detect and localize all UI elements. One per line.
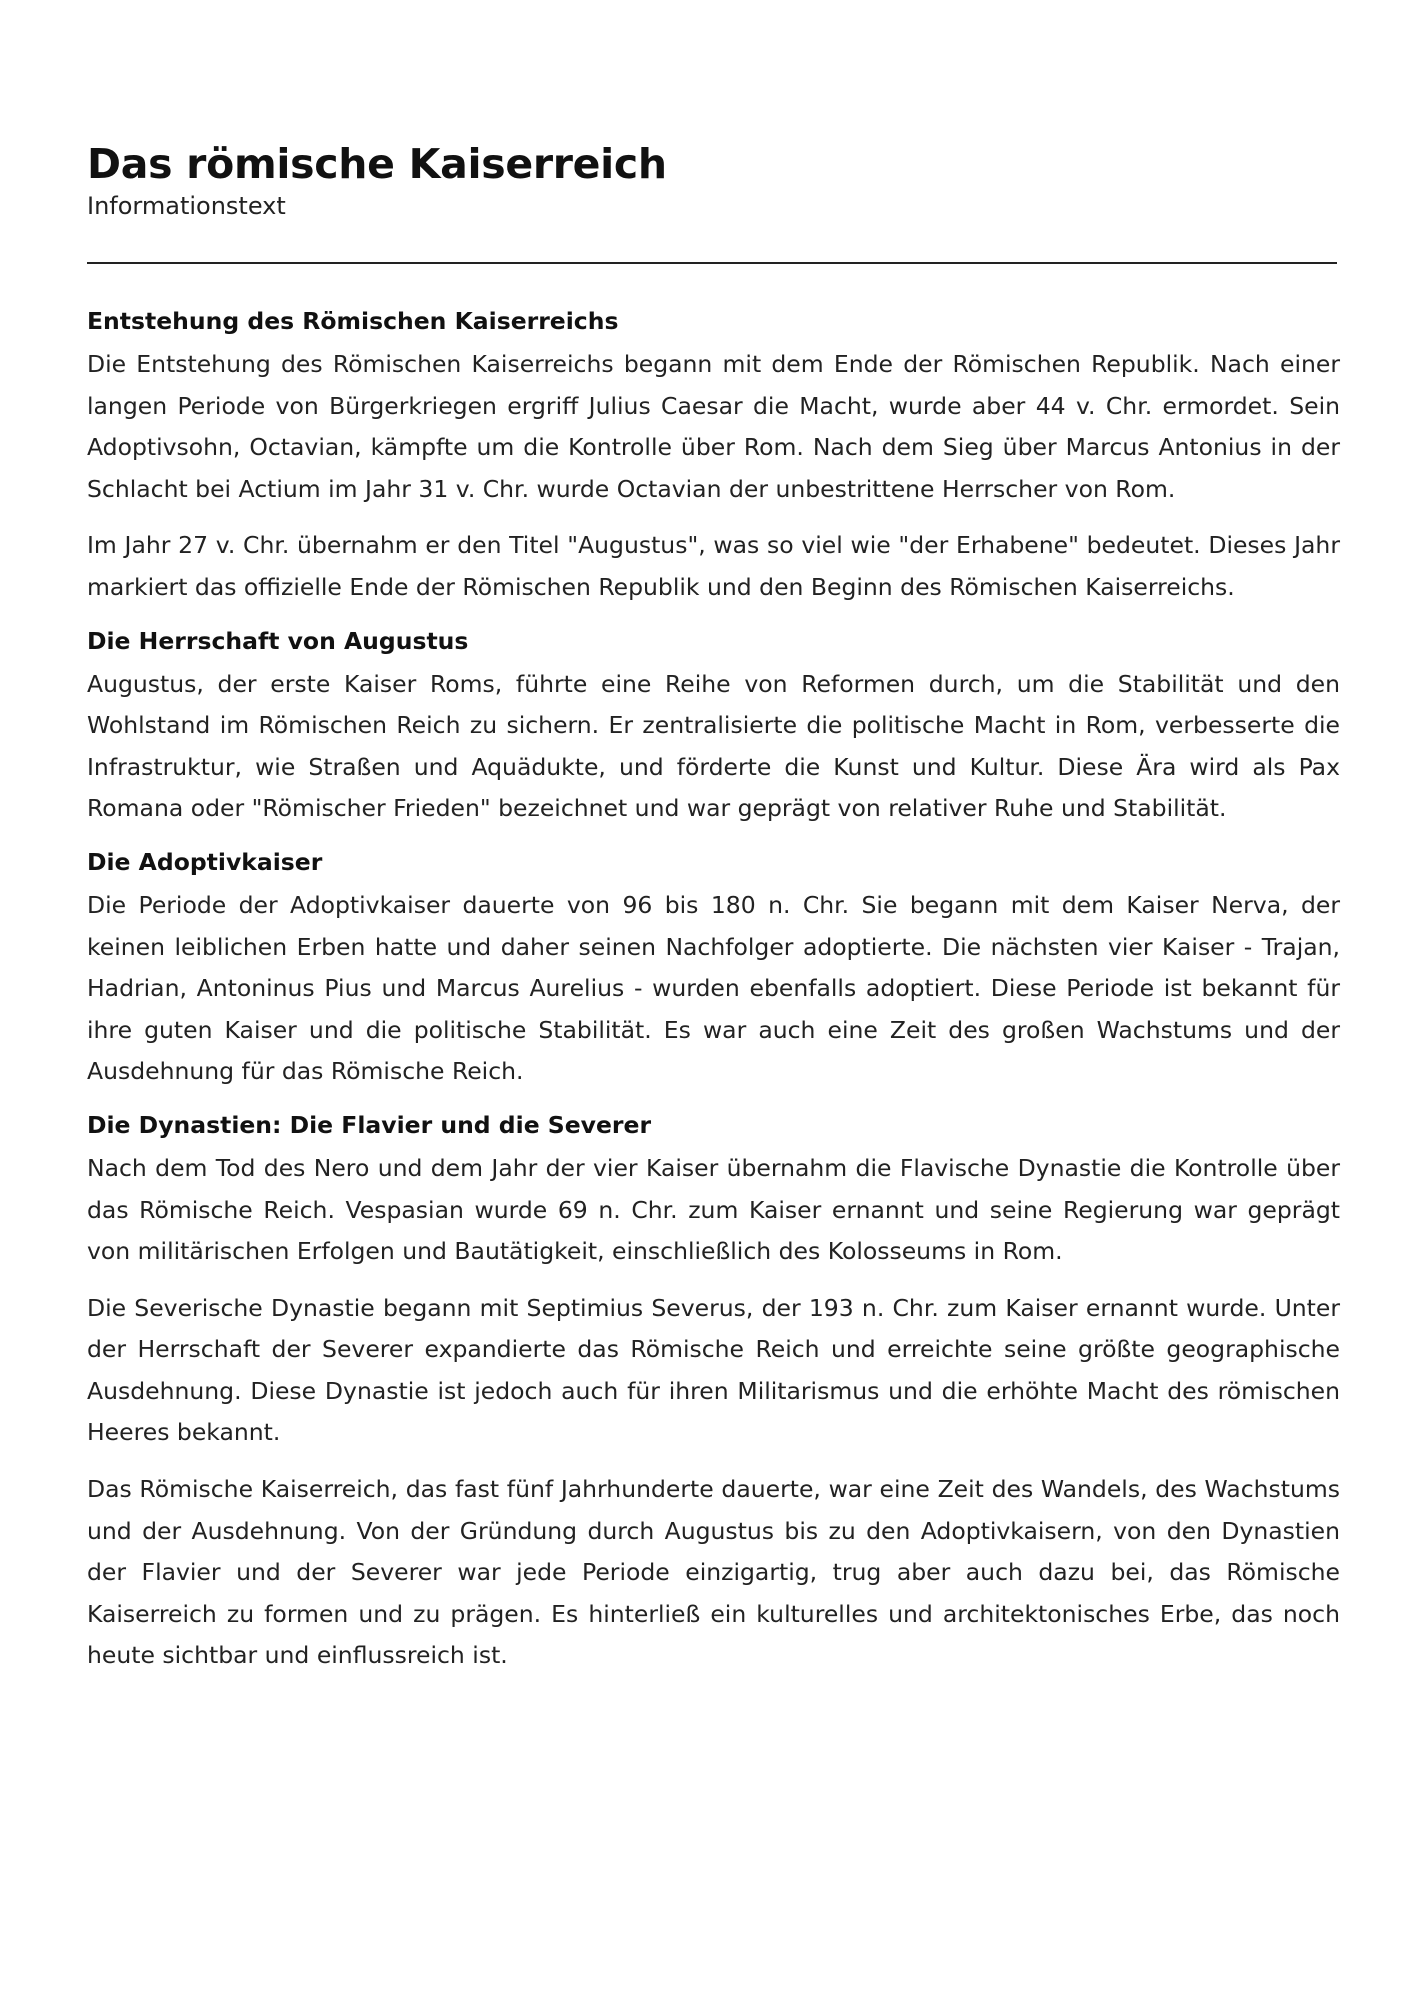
section-paragraph: Im Jahr 27 v. Chr. übernahm er den Titel "Augustus", was so viel wie "der Erhabene" bedeutet. Dieses Jahr markiert das offizielle Ende der Römischen Republik und den Beginn des Römischen Kaiserreichs. [87,531,1340,601]
section-augustus [87,624,1340,830]
sections [87,304,1340,1677]
section-paragraph: Augustus, der erste Kaiser Roms, führte eine Reihe von Reformen durch, um die Stabilität und den Wohlstand im Römischen Reich zu sichern. Er zentralisierte die politische Macht in Rom, verbesserte die Infrastruktur, wie Straßen und Aquädukte, und förderte die Kunst und Kultur. Diese Ära wird als Pax Romana oder "Römischer Frieden" bezeichnet und war geprägt von relativer Ruhe und Stabilität. [87,669,1340,823]
section-paragraph: Nach dem Tod des Nero und dem Jahr der vier Kaiser übernahm die Flavische Dynastie die Kontrolle über das Römische Reich. Vespasian wurde 69 n. Chr. zum Kaiser ernannt und seine Regierung war geprägt von militärischen Erfolgen und Bautätigkeit, einschließlich des Kolosseums in Rom. [87,1153,1340,1266]
section-heading: Die Herrschaft von Augustus [87,626,469,655]
document-page [87,138,1340,1692]
section-heading: Entstehung des Römischen Kaiserreichs [87,307,619,335]
section-heading: Die Adoptivkaiser [87,847,323,876]
section-paragraph: Das Römische Kaiserreich, das fast fünf Jahrhunderte dauerte, war eine Zeit des Wandels, des Wachstums und der Ausdehnung. Von der Gründung durch Augustus bis zu den Adoptivkaisern, von den Dynastien der Flavier und der Severer war jede Periode einzigartig, trug aber auch dazu bei, das Römische Kaiserreich zu formen und zu prägen. Es hinterließ ein kulturelles und architektonisches Erbe, das noch heute sichtbar und einflussreich ist. [87,1475,1340,1670]
section-paragraph: Die Entstehung des Römischen Kaiserreichs begann mit dem Ende der Römischen Republik. Nach einer langen Periode von Bürgerkriegen ergriff Julius Caesar die Macht, wurde aber 44 v. Chr. ermordet. Sein Adoptivsohn, Octavian, kämpfte um die Kontrolle über Rom. Nach dem Sieg über Marcus Antonius in der Schlacht bei Actium im Jahr 31 v. Chr. wurde Octavian der unbestrittene Herrscher von Rom. [87,350,1340,503]
section-paragraph: Die Severische Dynastie begann mit Septimius Severus, der 193 n. Chr. zum Kaiser ernannt wurde. Unter der Herrschaft der Severer expandierte das Römische Reich und erreichte seine größte geographische Ausdehnung. Diese Dynastie ist jedoch auch für ihren Militarismus und die erhöhte Macht des römischen Heeres bekannt. [87,1293,1340,1447]
document-subtitle: Informationstext [87,192,286,220]
header-divider [87,262,1337,264]
section-paragraph: Die Periode der Adoptivkaiser dauerte von 96 bis 180 n. Chr. Sie begann mit dem Kaiser Nerva, der keinen leiblichen Erben hatte und daher seinen Nachfolger adoptierte. Die nächsten vier Kaiser - Trajan, Hadrian, Antoninus Pius und Marcus Aurelius - wurden ebenfalls adoptiert. Diese Periode ist bekannt für ihre guten Kaiser und die politische Stabilität. Es war auch eine Zeit des großen Wachstums und der Ausdehnung für das Römische Reich. [87,890,1340,1086]
section-heading: Die Dynastien: Die Flavier und die Severer [87,1110,652,1139]
section-dynastien [87,1108,1340,1677]
document-title: Das römische Kaiserreich [87,140,667,188]
section-entstehung [87,304,1340,609]
section-adoptivkaiser [87,845,1340,1093]
